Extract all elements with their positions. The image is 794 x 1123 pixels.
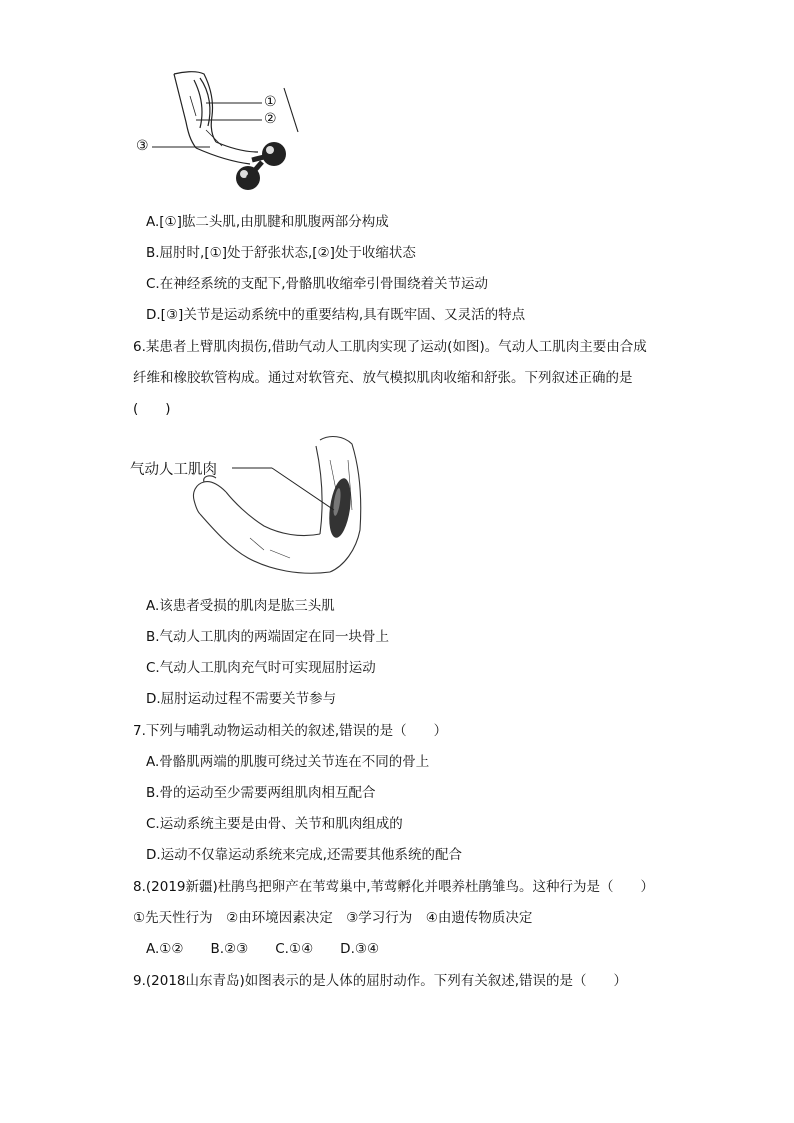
figure-arm-dumbbell [130,66,310,196]
q7-option-b: B.骨的运动至少需要两组肌肉相互配合 [146,785,376,801]
q6-stem-line3: ( ) [133,401,171,417]
q7-stem: 7.下列与哺乳动物运动相关的叙述,错误的是（ ） [133,723,448,739]
q7-option-a: A.骨骼肌两端的肌腹可绕过关节连在不同的骨上 [146,754,430,770]
q6-option-b: B.气动人工肌肉的两端固定在同一块骨上 [146,629,390,645]
q5-option-d: D.[③]关节是运动系统中的重要结构,具有既牢固、又灵活的特点 [146,307,526,323]
pneumatic-arm-drawing [130,430,390,585]
q9-stem: 9.(2018山东青岛)如图表示的是人体的屈肘动作。下列有关叙述,错误的是（ ） [133,973,628,989]
q6-option-d: D.屈肘运动过程不需要关节参与 [146,691,337,707]
label-2: ② [264,111,277,127]
q8-stem: 8.(2019新疆)杜鹃鸟把卵产在苇莺巢中,苇莺孵化并喂养杜鹃雏鸟。这种行为是（ ） [133,879,655,895]
q5-option-a: A.[①]肱二头肌,由肌腱和肌腹两部分构成 [146,214,389,230]
q6-stem-line1: 6.某患者上臂肌肉损伤,借助气动人工肌肉实现了运动(如图)。气动人工肌肉主要由合成 [133,339,647,355]
q7-option-c: C.运动系统主要是由骨、关节和肌肉组成的 [146,816,403,832]
pneumatic-muscle-label: 气动人工肌肉 [130,462,217,478]
arm-dumbbell-drawing [130,66,310,196]
q5-option-c: C.在神经系统的支配下,骨骼肌收缩牵引骨围绕着关节运动 [146,276,489,292]
q6-stem-line2: 纤维和橡胶软管构成。通过对软管充、放气模拟肌肉收缩和舒张。下列叙述正确的是 [133,370,633,386]
q6-option-a: A.该患者受损的肌肉是肱三头肌 [146,598,335,614]
q6-option-c: C.气动人工肌肉充气时可实现屈肘运动 [146,660,376,676]
q5-option-b: B.屈肘时,[①]处于舒张状态,[②]处于收缩状态 [146,245,416,261]
label-3: ③ [136,138,149,154]
q7-option-d: D.运动不仅靠运动系统来完成,还需要其他系统的配合 [146,847,462,863]
figure-pneumatic-muscle [130,430,390,585]
label-1: ① [264,94,277,110]
q8-options: A.①② B.②③ C.①④ D.③④ [146,941,380,957]
q8-choices: ①先天性行为 ②由环境因素决定 ③学习行为 ④由遗传物质决定 [133,910,533,926]
